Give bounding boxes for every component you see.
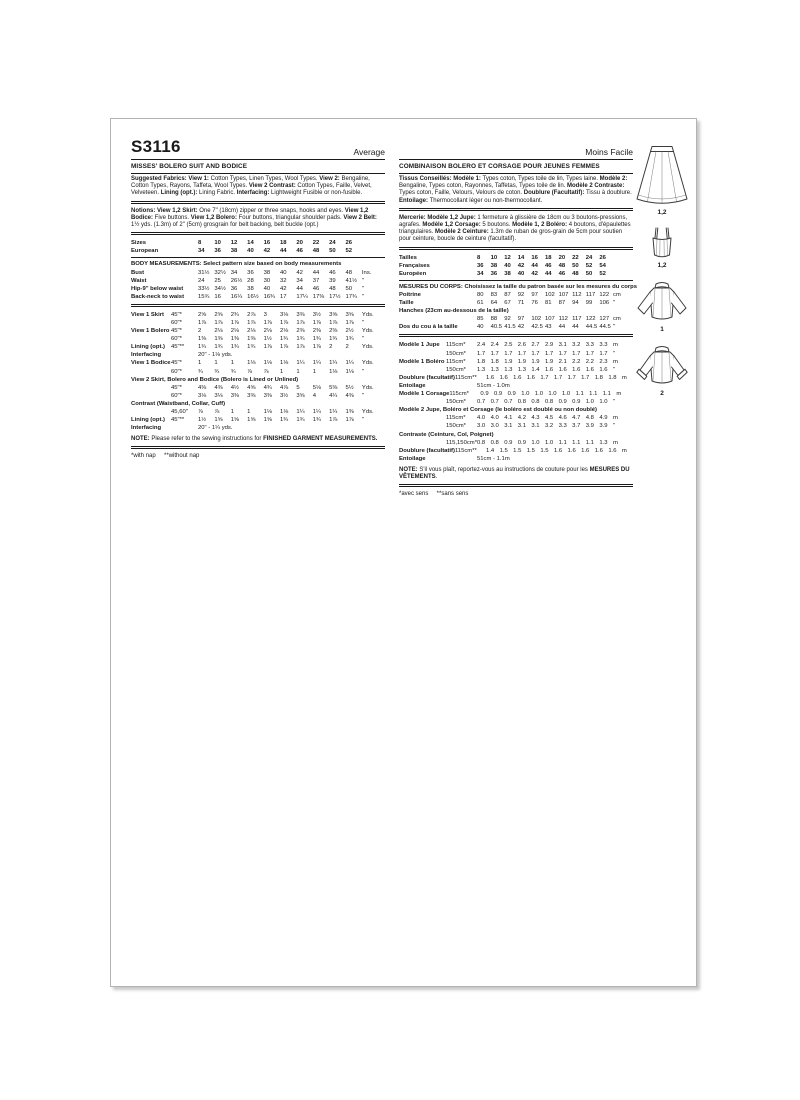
section-divider	[131, 304, 385, 307]
divider	[131, 257, 385, 258]
table-row: Doublure (facultatif) 115cm** 1.4 1.5 1.5 1.5 1.5 1.6 1.6 1.6 1.6 1.6 m	[399, 447, 627, 454]
difficulty-rating-fr: Moins Facile	[585, 147, 633, 157]
section-divider	[399, 208, 633, 211]
table-row: 85 88 92 97 102 107 112 117 122 127 cm	[477, 316, 621, 323]
footnote-en: *with nap **without nap	[131, 453, 200, 460]
header-row-fr	[399, 137, 633, 157]
body-measurements-table	[131, 260, 385, 300]
table-row: Bust 31½ 32½ 34 36 38 40 42 44 46 48 Ins.	[131, 269, 372, 276]
bolero-1-line-drawing-icon	[634, 280, 690, 324]
table-row: Françaises 36 38 40 42 44 46 48 50 52 54	[399, 262, 606, 269]
bolero-2-line-drawing-icon	[634, 344, 690, 388]
table-row: View 1 Bodice 45"* 1 1 1 1⅛ 1⅛ 1⅛ 1¼ 1¼ 1¼ 1¼ Yds.	[131, 360, 374, 367]
size-table-en	[131, 239, 385, 255]
table-row: 115,150cm* 0.8 0.8 0.9 0.9 1.0 1.0 1.1 1.1 1.1 1.3 m	[446, 439, 618, 446]
section-divider	[131, 446, 385, 449]
figure-bolero-2	[633, 344, 691, 397]
note-en: NOTE: Please refer to the sewing instructions for FINISHED GARMENT MEASUREMENTS.	[131, 436, 378, 443]
mesures-du-corps-table	[399, 283, 637, 332]
table-row: Interfacing 20" - 1⅛ yds.	[131, 352, 233, 359]
table-row: Contraste (Ceinture, Col, Poignet)	[399, 431, 494, 438]
table-row: 45,60" ⅞ ⅞ 1 1 1⅛ 1⅛ 1¼ 1¼ 1¼ 1⅜ Yds.	[171, 409, 374, 415]
footnote-fr: *avec sens **sans sens	[399, 491, 469, 498]
metrage-table	[399, 341, 633, 462]
page-title-fr: COMBINAISON BOLERO ET CORSAGE POUR JEUNES FEMMES	[399, 163, 600, 170]
table-row: 150cm* 1.7 1.7 1.7 1.7 1.7 1.7 1.7 1.7 1.7 1.7 "	[446, 350, 616, 357]
english-column	[131, 137, 385, 459]
table-row: Taille 61 64 67 71 76 81 87 94 99 106 "	[399, 300, 616, 307]
table-row: View 2 Skirt, Bolero and Bodice (Bolero is Lined or Unlined)	[131, 376, 299, 383]
yardage-table	[131, 311, 385, 432]
table-row: Entoilage 51cm - 1.0m	[399, 382, 510, 389]
table-row: View 1 Skirt 45"* 2⅝ 2⅝ 2¾ 2⅞ 3 3⅛ 3⅜ 3½ 3⅝ 3⅝ Yds.	[131, 311, 374, 318]
table-row: 60"* 1⅜ 1⅜ 1⅜ 1⅜ 1½ 1¾ 1¾ 1¾ 1¾ 1¾ "	[171, 336, 364, 343]
section-divider	[131, 201, 385, 204]
table-row: 45"* 4⅜ 4⅜ 4½ 4⅝ 4¾ 4⅞ 5 5⅛ 5⅜ 5½ Yds.	[171, 384, 374, 391]
figure-label: 2	[660, 390, 664, 397]
notions-paragraph: Notions: View 1,2 Skirt: One 7" (18cm) zipper or three snaps, hooks and eyes. View 1,2 Bodice: Five buttons. View 1,2 Bolero: Four buttons, triangular shoulder pads. View 2 Belt: 1½ yds. (1.3m) of 2" (5cm) grosgrain for belt backing, belt buckle (opt.)	[131, 207, 377, 229]
divider	[131, 159, 385, 160]
garment-illustrations	[633, 145, 691, 408]
table-row: Contrast (Waistband, Collar, Cuff)	[131, 400, 226, 407]
divider	[399, 159, 633, 160]
table-row: Poitrine 80 83 87 92 97 102 107 112 117 122 cm	[399, 292, 621, 298]
french-column	[399, 137, 637, 498]
figure-label: 1,2	[657, 209, 667, 216]
table-row: Back-neck to waist 15¾ 16 16¼ 16½ 16¾ 17 17¼ 17⅜ 17½ 17¾ "	[131, 293, 364, 300]
page-title-en: MISSES' BOLERO SUIT AND BODICE	[131, 163, 248, 170]
figure-bolero-1	[633, 280, 691, 333]
table-row: Modèle 1 Boléro 115cm* 1.8 1.8 1.9 1.9 1.9 1.9 2.1 2.2 2.2 2.3 m	[399, 358, 618, 365]
section-divider	[131, 232, 385, 235]
figure-label: 1,2	[657, 262, 667, 269]
pattern-number: S3116	[131, 137, 181, 156]
pattern-instruction-sheet	[110, 118, 697, 987]
table-row: Interfacing 20" - 1¼ yds.	[131, 425, 233, 432]
table-row: Hip-9" below waist 33½ 34½ 36 38 40 42 44 46 48 50 "	[131, 285, 364, 292]
table-row: Doublure (facultatif) 115cm** 1.6 1.6 1.6 1.6 1.7 1.7 1.7 1.7 1.8 1.8 m	[399, 374, 627, 381]
table-row: Modèle 1 Jupe 115cm* 2.4 2.4 2.5 2.6 2.7 2.9 3.1 3.2 3.3 3.3 m	[399, 342, 618, 349]
table-row: 150cm* 3.0 3.0 3.1 3.1 3.1 3.2 3.3 3.7 3.9 3.9 "	[446, 423, 616, 430]
divider	[399, 173, 633, 174]
table-row: Lining (opt.) 45"** 1½ 1⅝ 1⅝ 1⅝ 1⅝ 1¾ 1¾ 1¾ 1⅞ 1⅞ "	[131, 417, 364, 424]
table-row: European 34 36 38 40 42 44 46 48 50 52	[131, 248, 353, 255]
table-row: Lining (opt.) 45"** 1¾ 1¾ 1¾ 1¾ 1⅞ 1⅞ 1⅞ 1⅞ 2 2 Yds.	[131, 344, 374, 351]
table-row: BODY MEASUREMENTS: Select pattern size based on body measurements	[131, 261, 342, 268]
table-row: Modèle 1 Corsage 115cm* 0.9 0.9 0.9 1.0 1.0 1.0 1.0 1.1 1.1 1.1 m	[399, 391, 622, 398]
divider	[399, 280, 633, 281]
divider	[131, 173, 385, 174]
table-row: 60"* 1⅞ 1⅞ 1⅞ 1⅞ 1⅞ 1⅞ 1⅞ 1⅞ 1⅞ 1⅞ "	[171, 319, 364, 326]
section-divider	[399, 334, 633, 337]
table-row: Hanches (23cm au-dessous de la taille)	[399, 308, 509, 315]
table-row: Sizes 8 10 12 14 16 18 20 22 24 26	[131, 240, 353, 247]
table-row: Entoilage 51cm - 1.1m	[399, 455, 510, 462]
note-fr: NOTE: S'il vous plaît, reportez-vous au instructions de couture pour les MESURES DU VÊTEMENTS.	[399, 466, 630, 481]
table-row: Dos du cou à la taille 40 40.5 41.5 42 42.5 43 44 44 44.5 44.5 "	[399, 324, 616, 331]
difficulty-rating-en: Average	[353, 147, 385, 157]
table-row: Européen 34 36 38 40 42 44 46 48 50 52	[399, 270, 606, 277]
mercerie-paragraph: Mercerie: Modèle 1,2 Jupe: 1 fermeture à glissière de 18cm ou 3 boutons-pressions, agrafes. Modèle 1,2 Corsage: 5 boutons. Modèle 1, 2 Boléro: 4 boutons, d'épaulettes triangulaires. Modèle 2 Ceinture: 1.3m de ruban de gros-grain de 5cm pour soutien pour ceinture, boucle de ceinture (facultatif).	[399, 214, 631, 243]
figure-bodice	[633, 227, 691, 269]
section-divider	[399, 247, 633, 250]
table-row: Tailles 8 10 12 14 16 18 20 22 24 26	[399, 254, 606, 261]
table-row: 115cm* 4.0 4.0 4.1 4.2 4.3 4.5 4.6 4.7 4.8 4.9 m	[446, 415, 618, 422]
suggested-fabrics-paragraph: Suggested Fabrics: View 1: Cotton Types, Linen Types, Wool Types. View 2: Bengaline, Cotton Types, Rayons, Taffeta, Wool Types. View 2 Contrast: Cotton Types, Faille, Velvet, Velveteen. Lining (opt.): Lining Fabric. Interfacing: Lightweight Fusible or non-fusible.	[131, 176, 372, 197]
table-row: MESURES DU CORPS: Choisissez la taille du patron basée sur les mesures du corps	[399, 283, 637, 290]
bodice-line-drawing-icon	[645, 227, 679, 260]
table-row: 60"* 3⅛ 3⅛ 3⅜ 3⅜ 3⅜ 3½ 3⅝ 4 4¼ 4⅜ "	[171, 392, 364, 399]
table-row: Waist 24 25 26½ 28 30 32 34 37 39 41½ "	[131, 277, 364, 284]
figure-label: 1	[660, 326, 664, 333]
table-row: 150cm* 0.7 0.7 0.7 0.8 0.8 0.8 0.9 0.9 1.0 1.0 "	[446, 399, 616, 406]
table-row: 60"* ¾ ¾ ¾ ⅞ ⅞ 1 1 1 1⅛ 1⅛ "	[171, 368, 364, 375]
table-row: View 1 Bolero 45"* 2 2⅛ 2⅛ 2⅛ 2⅛ 2⅛ 2⅜ 2⅜ 2⅜ 2½ Yds.	[131, 328, 374, 335]
header-row-en	[131, 137, 385, 157]
figure-skirt	[633, 145, 691, 216]
table-row: 150cm* 1.3 1.3 1.3 1.3 1.4 1.6 1.6 1.6 1.6 1.6 "	[446, 366, 616, 373]
size-table-fr	[399, 254, 633, 278]
skirt-line-drawing-icon	[635, 145, 689, 207]
section-divider	[399, 484, 633, 487]
table-row: Modèle 2 Jupe, Boléro et Corsage (le boléro est doublé ou non doublé)	[399, 407, 598, 414]
tissus-conseilles-paragraph: Tissus Conseillés: Modèle 1: Types coton, Types toile de lin, Types laine. Modèle 2: Bengaline, Types coton, Rayonnes, Taffetas, Types toile de lin. Modèle 2 Contraste: Types coton, Faille, Velours, Velours de coton. Doublure (Facultatif): Tissu à doublure. Entoilage: Thermocollant léger ou non-thermocollant.	[399, 176, 632, 204]
